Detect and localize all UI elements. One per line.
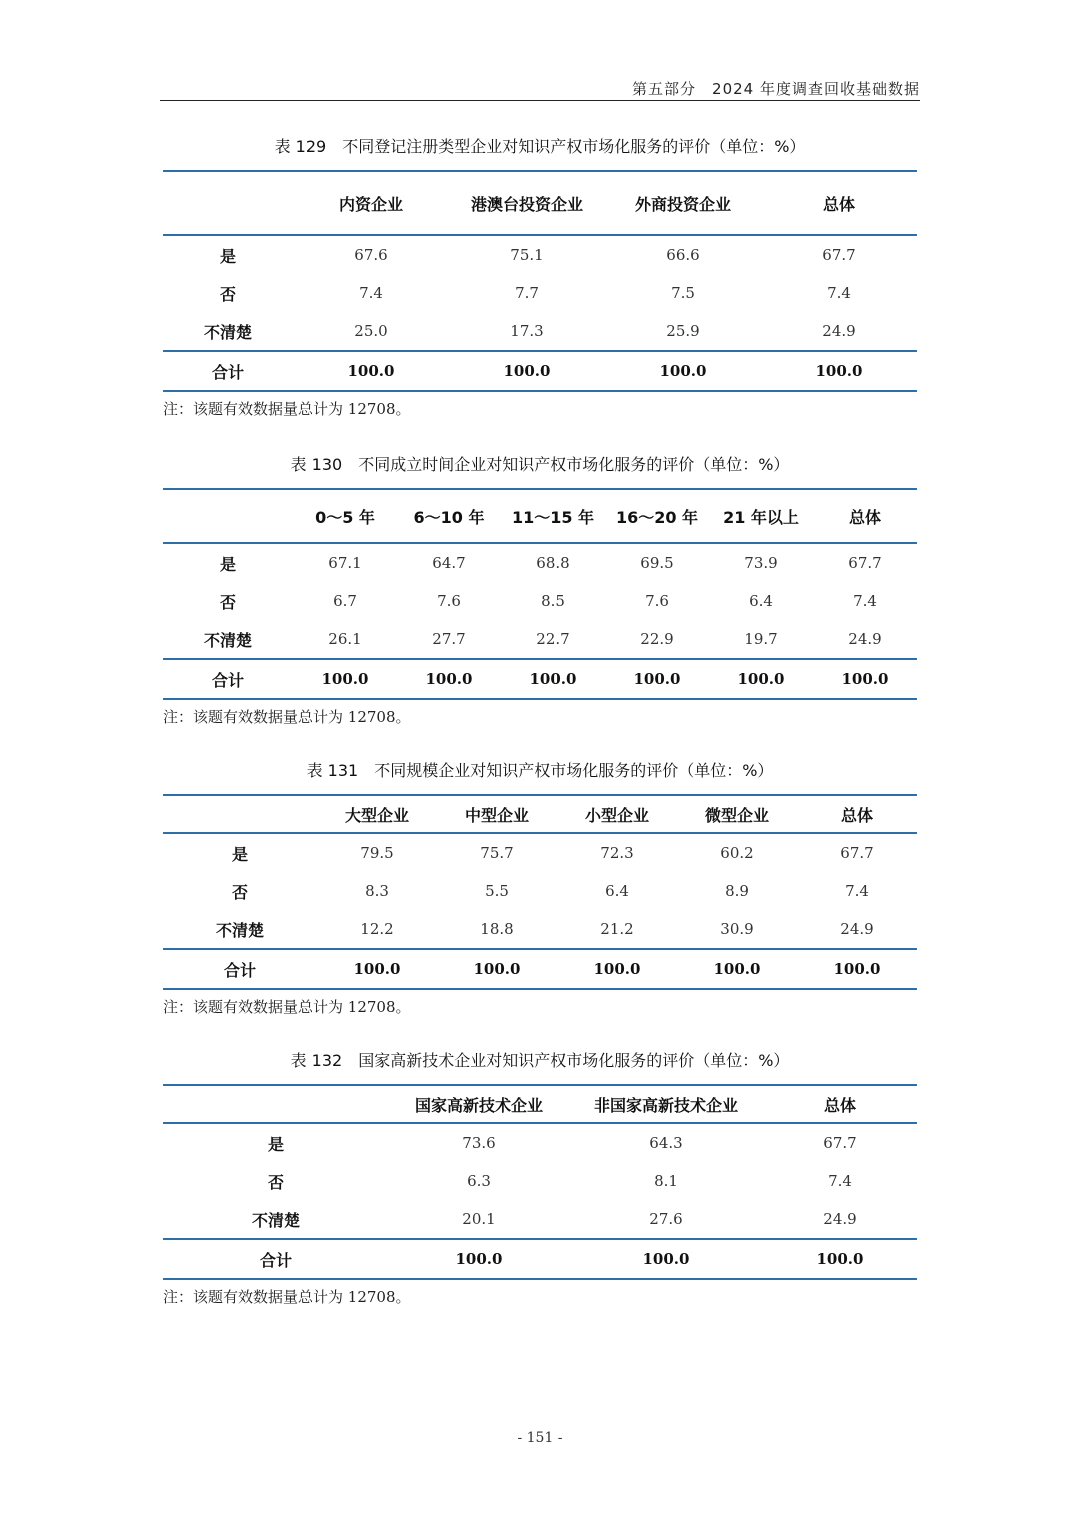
total-label: 合计	[163, 659, 293, 699]
column-header: 总体	[763, 1085, 917, 1123]
table-cell: 72.3	[600, 844, 634, 862]
row-label: 不清楚	[215, 920, 264, 940]
table-cell: 64.3	[649, 1134, 683, 1152]
row-label: 不清楚	[203, 322, 252, 342]
corner-header-cell	[163, 489, 293, 543]
table-cell: 67.1	[328, 554, 362, 572]
column-header: 总体	[813, 489, 917, 543]
total-cell: 100.0	[389, 1239, 569, 1279]
table-cell: 25.0	[354, 322, 388, 340]
table-row	[163, 582, 917, 620]
table-number: 表 131	[306, 761, 359, 780]
table-number: 表 132	[290, 1051, 343, 1070]
table-cell: 64.7	[432, 554, 466, 572]
table-note: 注：该题有效数据量总计为 12708。	[163, 708, 411, 726]
table-cell: 20.1	[462, 1210, 496, 1228]
table-cell: 6.4	[749, 592, 773, 610]
table-row	[163, 543, 917, 582]
table-note: 注：该题有效数据量总计为 12708。	[163, 1288, 411, 1306]
table-cell: 8.9	[725, 882, 749, 900]
total-cell: 100.0	[501, 659, 605, 699]
column-header: 大型企业	[317, 795, 437, 833]
table-cell: 7.7	[515, 284, 539, 302]
table-cell: 7.4	[359, 284, 383, 302]
total-cell: 100.0	[397, 659, 501, 699]
table-number: 表 129	[274, 137, 327, 156]
table-cell: 79.5	[360, 844, 394, 862]
total-cell: 100.0	[761, 351, 917, 391]
table-cell: 5.5	[485, 882, 509, 900]
row-label: 否	[267, 1172, 284, 1192]
table-cell: 8.5	[541, 592, 565, 610]
table-cell: 6.7	[333, 592, 357, 610]
table-caption	[163, 136, 917, 158]
table-cell: 7.4	[828, 1172, 852, 1190]
table-cell: 60.2	[720, 844, 754, 862]
column-header: 国家高新技术企业	[389, 1085, 569, 1123]
table-cell: 30.9	[720, 920, 754, 938]
table-cell: 12.2	[360, 920, 394, 938]
table-cell: 67.6	[354, 246, 388, 264]
running-header: 第五部分 2024 年度调查回收基础数据	[632, 80, 920, 98]
total-row	[163, 1239, 917, 1279]
table-cell: 26.1	[328, 630, 362, 648]
column-header: 21 年以上	[709, 489, 813, 543]
table-cell: 73.9	[744, 554, 778, 572]
corner-header-cell	[163, 171, 293, 235]
total-cell: 100.0	[709, 659, 813, 699]
table-cell: 22.9	[640, 630, 674, 648]
table-cell: 68.8	[536, 554, 570, 572]
column-header: 小型企业	[557, 795, 677, 833]
total-label: 合计	[163, 1239, 389, 1279]
table-cell: 24.9	[822, 322, 856, 340]
table-cell: 66.6	[666, 246, 700, 264]
total-cell: 100.0	[763, 1239, 917, 1279]
table-row	[163, 620, 917, 659]
table-cell: 75.1	[510, 246, 544, 264]
table-cell: 7.6	[645, 592, 669, 610]
table-row	[163, 910, 917, 949]
table-cell: 22.7	[536, 630, 570, 648]
total-row	[163, 949, 917, 989]
table-title: 不同登记注册类型企业对知识产权市场化服务的评价（单位：%）	[342, 137, 806, 156]
data-table	[163, 488, 917, 700]
table-caption	[163, 454, 917, 476]
table-132-block	[163, 1050, 917, 1308]
table-cell: 6.3	[467, 1172, 491, 1190]
table-row	[163, 235, 917, 274]
data-table	[163, 170, 917, 392]
total-cell: 100.0	[557, 949, 677, 989]
table-row	[163, 1123, 917, 1162]
row-label: 是	[219, 554, 236, 574]
total-cell: 100.0	[293, 659, 397, 699]
column-header: 中型企业	[437, 795, 557, 833]
total-row	[163, 351, 917, 391]
table-title: 国家高新技术企业对知识产权市场化服务的评价（单位：%）	[358, 1051, 790, 1070]
table-cell: 18.8	[480, 920, 514, 938]
row-label: 否	[219, 592, 236, 612]
table-cell: 7.5	[671, 284, 695, 302]
table-title: 不同成立时间企业对知识产权市场化服务的评价（单位：%）	[358, 455, 790, 474]
table-cell: 8.1	[654, 1172, 678, 1190]
total-cell: 100.0	[605, 351, 761, 391]
total-cell: 100.0	[317, 949, 437, 989]
table-cell: 67.7	[823, 1134, 857, 1152]
total-cell: 100.0	[813, 659, 917, 699]
table-cell: 7.6	[437, 592, 461, 610]
table-cell: 67.7	[848, 554, 882, 572]
column-header: 11～15 年	[501, 489, 605, 543]
table-cell: 75.7	[480, 844, 514, 862]
table-cell: 24.9	[848, 630, 882, 648]
table-row	[163, 872, 917, 910]
table-cell: 24.9	[823, 1210, 857, 1228]
table-cell: 69.5	[640, 554, 674, 572]
total-cell: 100.0	[437, 949, 557, 989]
total-cell: 100.0	[677, 949, 797, 989]
table-129-block	[163, 136, 917, 420]
total-cell: 100.0	[605, 659, 709, 699]
column-header: 总体	[761, 171, 917, 235]
table-row	[163, 1200, 917, 1239]
table-cell: 27.7	[432, 630, 466, 648]
row-label: 是	[267, 1134, 284, 1154]
column-header: 0～5 年	[293, 489, 397, 543]
page-number: - 151 -	[517, 1430, 563, 1446]
table-row	[163, 1162, 917, 1200]
table-title: 不同规模企业对知识产权市场化服务的评价（单位：%）	[374, 761, 774, 780]
table-row	[163, 274, 917, 312]
row-label: 是	[219, 246, 236, 266]
total-label: 合计	[163, 949, 317, 989]
total-cell: 100.0	[293, 351, 449, 391]
row-label: 否	[231, 882, 248, 902]
table-cell: 7.4	[845, 882, 869, 900]
table-cell: 67.7	[840, 844, 874, 862]
total-cell: 100.0	[449, 351, 605, 391]
table-cell: 7.4	[827, 284, 851, 302]
table-caption	[163, 760, 917, 782]
column-header: 16～20 年	[605, 489, 709, 543]
data-table	[163, 1084, 917, 1280]
table-note: 注：该题有效数据量总计为 12708。	[163, 998, 411, 1016]
table-cell: 6.4	[605, 882, 629, 900]
table-number: 表 130	[290, 455, 343, 474]
row-label: 不清楚	[251, 1210, 300, 1230]
row-label: 不清楚	[203, 630, 252, 650]
column-header: 港澳台投资企业	[449, 171, 605, 235]
column-header: 非国家高新技术企业	[569, 1085, 763, 1123]
row-label: 否	[219, 284, 236, 304]
table-130-block	[163, 454, 917, 728]
table-cell: 17.3	[510, 322, 544, 340]
header-rule	[160, 100, 920, 101]
table-row	[163, 312, 917, 351]
table-cell: 24.9	[840, 920, 874, 938]
total-cell: 100.0	[569, 1239, 763, 1279]
table-cell: 73.6	[462, 1134, 496, 1152]
total-cell: 100.0	[797, 949, 917, 989]
table-cell: 19.7	[744, 630, 778, 648]
table-cell: 8.3	[365, 882, 389, 900]
total-label: 合计	[163, 351, 293, 391]
corner-header-cell	[163, 795, 317, 833]
data-table	[163, 794, 917, 990]
column-header: 6～10 年	[397, 489, 501, 543]
row-label: 是	[231, 844, 248, 864]
table-cell: 25.9	[666, 322, 700, 340]
corner-header-cell	[163, 1085, 389, 1123]
table-cell: 21.2	[600, 920, 634, 938]
column-header: 内资企业	[293, 171, 449, 235]
column-header: 微型企业	[677, 795, 797, 833]
table-note: 注：该题有效数据量总计为 12708。	[163, 400, 411, 418]
table-row	[163, 833, 917, 872]
column-header: 外商投资企业	[605, 171, 761, 235]
column-header: 总体	[797, 795, 917, 833]
table-131-block	[163, 760, 917, 1018]
table-cell: 67.7	[822, 246, 856, 264]
table-caption	[163, 1050, 917, 1072]
table-cell: 7.4	[853, 592, 877, 610]
total-row	[163, 659, 917, 699]
table-cell: 27.6	[649, 1210, 683, 1228]
